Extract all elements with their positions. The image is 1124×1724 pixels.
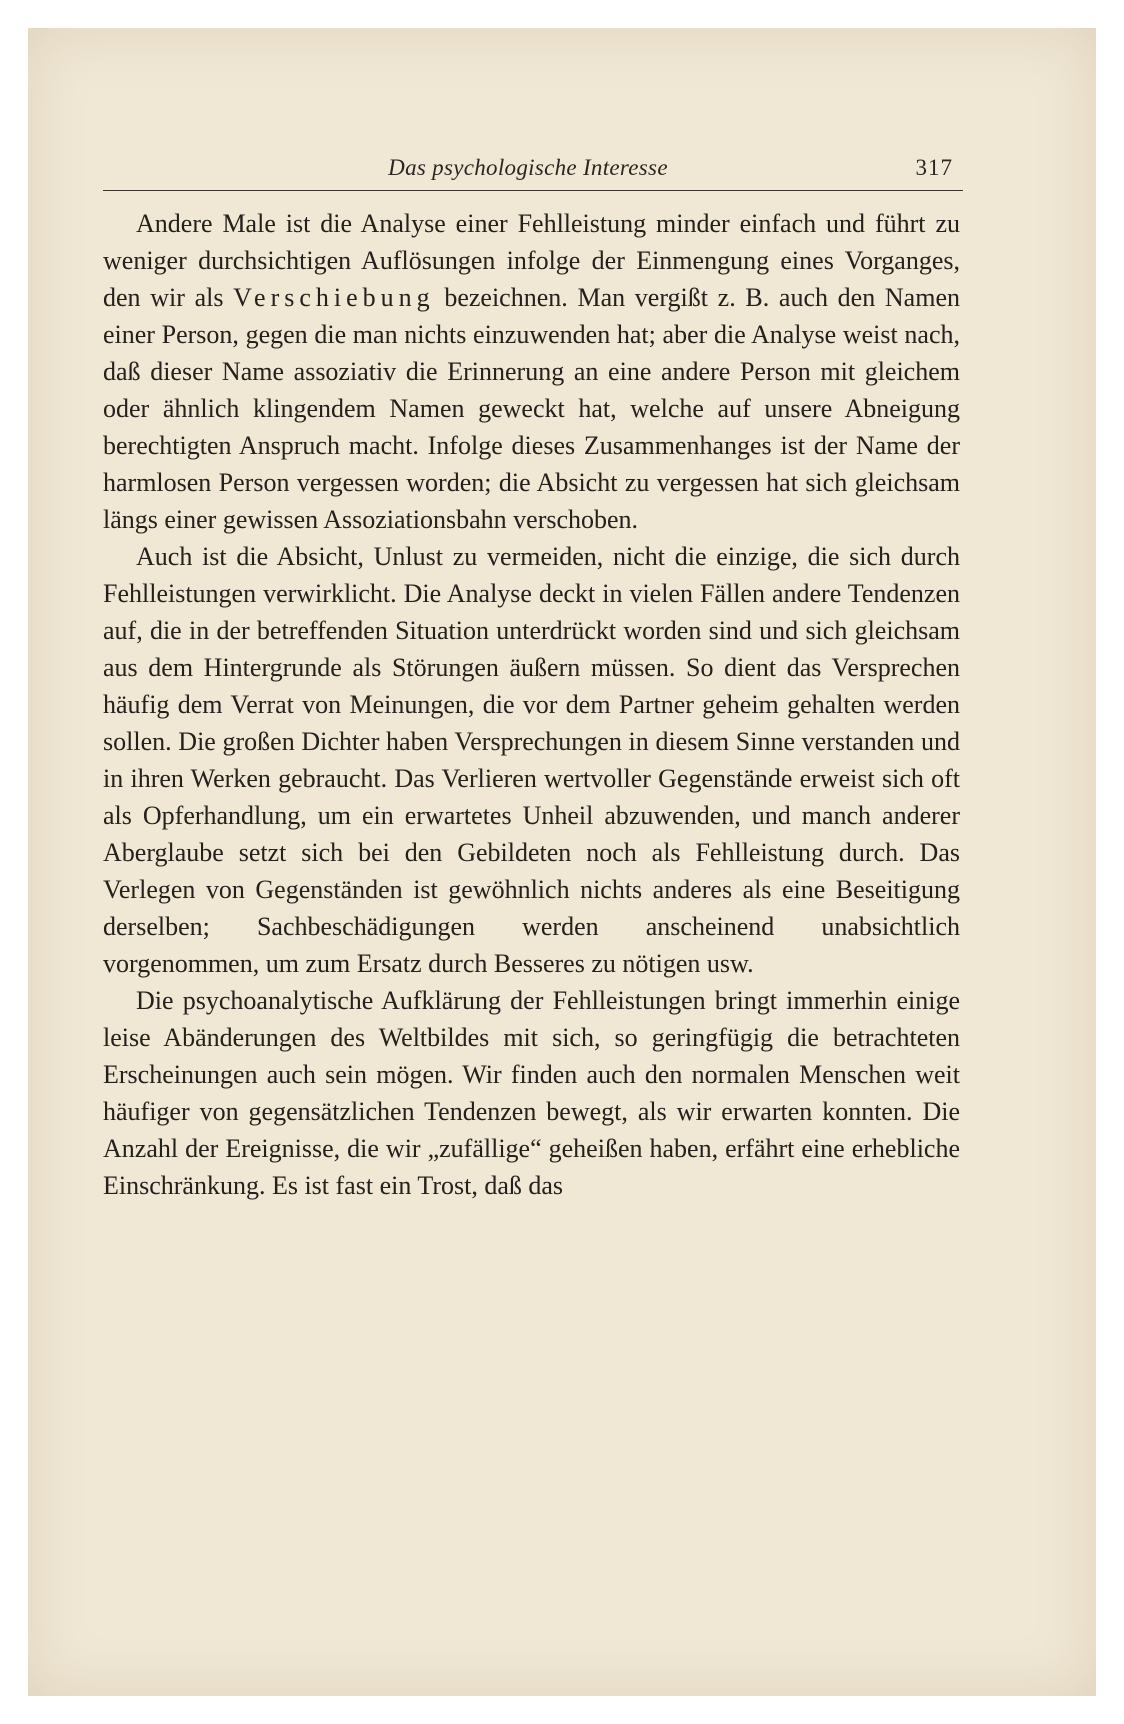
running-title: Das psychologische Interesse <box>388 155 668 180</box>
header-rule <box>103 190 963 191</box>
page-number: 317 <box>915 155 953 180</box>
paragraph-3: Die psychoanalytische Aufklärung der Fehlleistungen bringt immerhin einige leise Abänderungen des Weltbildes mit sich, so geringfügig die betrachteten Erscheinungen auch sein mögen. Wir finden auch den normalen Menschen weit häufiger von gegensätzlichen Tendenzen bewegt, als wir erwarten konnten. Die Anzahl der Ereignisse, die wir „zufällige“ geheißen haben, erfährt eine erhebliche Einschränkung. Es ist fast ein Trost, daß das <box>103 986 960 1200</box>
paragraph-1-before: Andere Male ist die Analyse einer Fehlleistung minder einfach und führt zu weniger durchsichtigen Auflösungen infolge der Einmengung eines Vorganges, den wir als <box>103 209 960 312</box>
page-header <box>103 155 953 195</box>
paragraph-1-after: bezeichnen. Man vergißt z. B. auch den Namen einer Person, gegen die man nichts einzuwenden hat; aber die Analyse weist nach, daß dieser Name assoziativ die Erinnerung an eine andere Person mit gleichem oder ähnlich klingendem Namen geweckt hat, welche auf unsere Abneigung berechtigten Anspruch macht. Infolge dieses Zusammenhanges ist der Name der harmlosen Person vergessen worden; die Absicht zu vergessen hat sich gleichsam längs einer gewissen Assoziationsbahn verschoben. <box>103 283 960 534</box>
body-text <box>103 205 960 1204</box>
paragraph-2: Auch ist die Absicht, Unlust zu vermeiden, nicht die einzige, die sich durch Fehlleistungen verwirklicht. Die Analyse deckt in vielen Fällen andere Tendenzen auf, die in der betreffenden Situation unterdrückt worden sind und sich gleichsam aus dem Hintergrunde als Störungen äußern müssen. So dient das Versprechen häufig dem Verrat von Meinungen, die vor dem Partner geheim gehalten werden sollen. Die großen Dichter haben Versprechungen in diesem Sinne verstanden und in ihren Werken gebraucht. Das Verlieren wertvoller Gegenstände erweist sich oft als Opferhandlung, um ein erwartetes Unheil abzuwenden, und manch anderer Aberglaube setzt sich bei den Gebildeten noch als Fehlleistung durch. Das Verlegen von Gegenständen ist gewöhnlich nichts anderes als eine Beseitigung derselben; Sachbeschädigungen werden anscheinend unabsichtlich vorgenommen, um zum Ersatz durch Besseres zu nötigen usw. <box>103 542 960 978</box>
paragraph-1 <box>103 205 960 538</box>
emphasis-verschiebung: Verschiebung <box>233 283 435 312</box>
